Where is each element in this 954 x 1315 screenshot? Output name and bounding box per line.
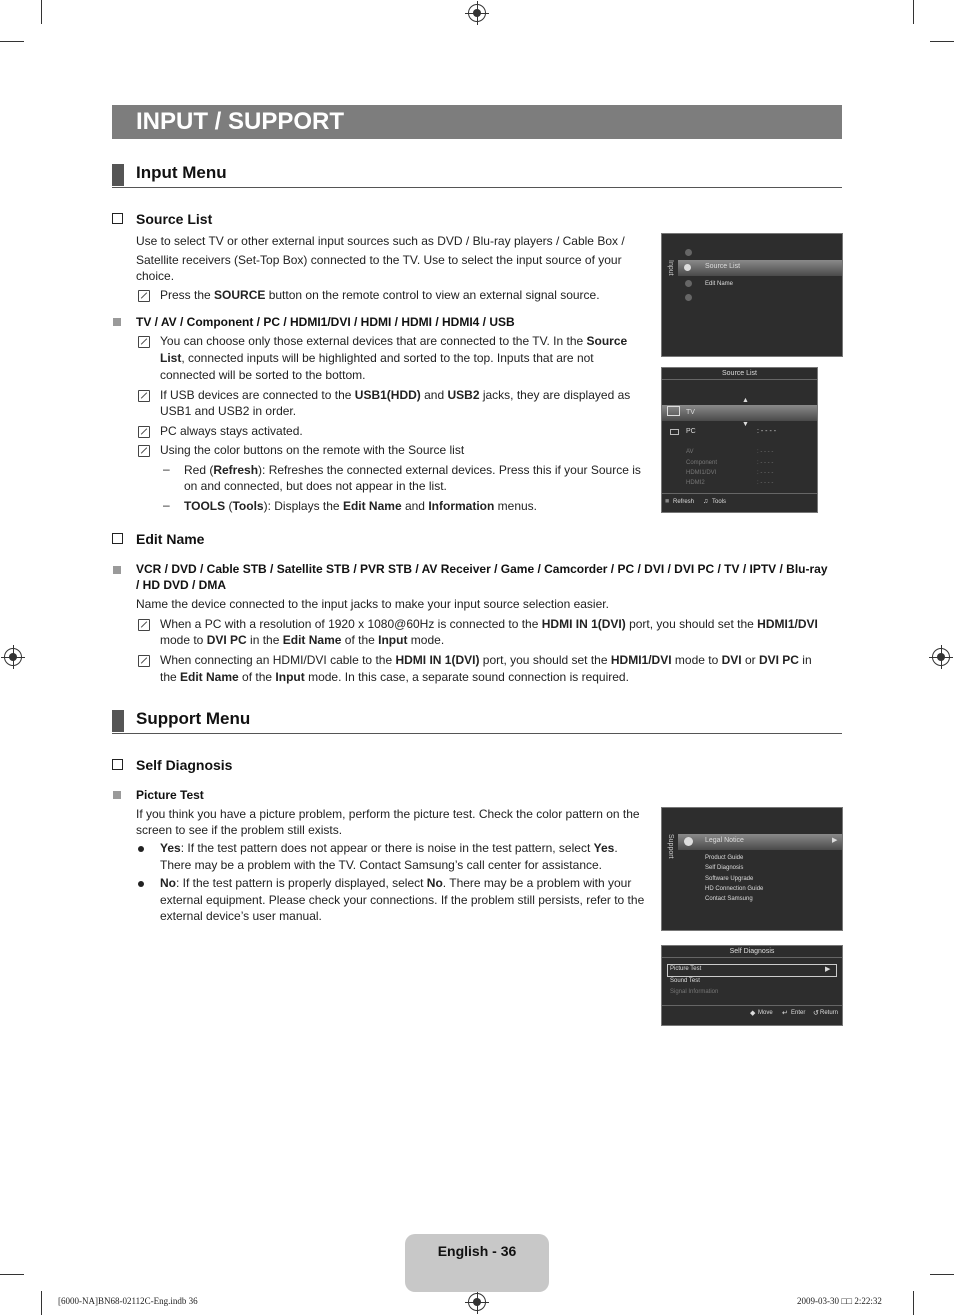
note-icon: [138, 445, 150, 457]
menu-icon: [685, 294, 692, 301]
checkbox-icon: [112, 759, 123, 770]
source-row-name: HDMI1/DVI: [686, 470, 717, 476]
source-row-value: : - - - -: [757, 480, 774, 486]
return-icon: ↺: [813, 1010, 819, 1017]
subheading-edit-name: Edit Name: [112, 531, 204, 547]
bullet-square-icon: [113, 791, 121, 799]
file-info: [6000-NA]BN68-02112C-Eng.indb 36: [58, 1296, 198, 1306]
page-title: INPUT / SUPPORT: [136, 108, 345, 135]
menu-item: Signal Information: [670, 989, 719, 995]
subheading-source-list: Source List: [112, 211, 212, 227]
note-icon: [138, 290, 150, 302]
print-date: 2009-03-30 □□ 2:22:32: [797, 1296, 882, 1306]
dash-text: Red (Refresh): Refreshes the connected external devices. Press this if your Source is: [184, 463, 641, 477]
dash-bullet: –: [163, 498, 170, 512]
crop-mark: [0, 1274, 24, 1275]
footer-divider: [662, 493, 817, 494]
bullet-text: No: If the test pattern is properly displayed, select No. There may be a problem with your: [160, 876, 632, 890]
page-number-box: [405, 1234, 549, 1292]
menu-item: Software Upgrade: [705, 876, 754, 882]
crop-mark: [913, 1291, 914, 1315]
note-text: If USB devices are connected to the USB1(HDD) and USB2 jacks, they are displayed as: [160, 388, 631, 402]
source-row-value: : - - - -: [757, 428, 777, 435]
section-heading-input-menu: [112, 163, 842, 188]
menu-item: Sound Test: [670, 978, 700, 984]
bullet-text: There may be a problem with the TV. Contact Samsung’s call center for assistance.: [160, 858, 602, 872]
screenshot-source-list: [661, 367, 818, 513]
menu-item: Picture Test: [670, 966, 702, 972]
menu-side-label: Input: [667, 260, 674, 276]
paragraph: screen to see if the problem still exists.: [136, 823, 343, 837]
menu-item: Legal Notice: [705, 837, 744, 844]
heading-bar: [112, 710, 124, 732]
section-title: Support Menu: [136, 709, 251, 728]
bullet-square-icon: [113, 318, 121, 326]
screenshot-input-menu: [661, 233, 843, 357]
pc-icon: [670, 429, 679, 435]
paragraph: choice.: [136, 269, 175, 283]
return-label: Return: [820, 1010, 839, 1016]
source-row-name: TV: [686, 409, 695, 416]
section-heading-support-menu: [112, 709, 842, 734]
note-icon: [138, 336, 150, 348]
crop-mark: [41, 0, 42, 24]
registration-mark-icon: [4, 648, 22, 666]
enter-icon: ↵: [782, 1010, 788, 1017]
enter-label: Enter: [791, 1010, 806, 1016]
checkbox-icon: [112, 533, 123, 544]
tools-label: Tools: [712, 499, 727, 505]
note-icon: [138, 426, 150, 438]
tools-icon: ♫: [703, 498, 709, 505]
note-icon: [138, 619, 150, 631]
note-text: mode to DVI PC in the Edit Name of the Input mode.: [160, 633, 445, 647]
menu-item: Self Diagnosis: [705, 865, 744, 871]
menu-item: HD Connection Guide: [705, 886, 764, 892]
screenshot-self-diagnosis: [661, 945, 843, 1026]
menu-icon: [685, 249, 692, 256]
crop-mark: [41, 1291, 42, 1315]
page-title-bar: [112, 105, 842, 139]
source-row-name: HDMI2: [686, 480, 705, 486]
help-icon: [684, 837, 693, 846]
menu-item-edit-name: Edit Name: [705, 281, 734, 287]
refresh-label: Refresh: [673, 499, 695, 505]
note-text: Press the SOURCE button on the remote control to view an external signal source.: [160, 288, 600, 302]
highlight-bar: [678, 834, 842, 850]
menu-side-label: Support: [667, 834, 674, 859]
heading-bar: [112, 164, 124, 186]
screen-header: Self Diagnosis: [662, 946, 842, 958]
note-text: When connecting an HDMI/DVI cable to the HDMI IN 1(DVI) port, you should set the HDMI1/DVI mode to DVI or DVI PC in: [160, 653, 812, 667]
note-icon: [138, 390, 150, 402]
paragraph: If you think you have a picture problem, perform the picture test. Check the color pattern on the: [136, 807, 640, 821]
screenshot-support-menu: [661, 807, 843, 931]
source-row-name: PC: [686, 428, 696, 435]
source-row-value: : - - - -: [757, 449, 774, 455]
devices-heading: / HD DVD / DMA: [136, 578, 226, 592]
menu-item-source-list: Source List: [705, 263, 741, 270]
picture-test-heading: Picture Test: [136, 788, 204, 802]
paragraph: Use to select TV or other external input sources such as DVD / Blu-ray players / Cable Box /: [136, 234, 625, 248]
note-text: USB1 and USB2 in order.: [160, 404, 297, 418]
red-button-icon: ■: [665, 498, 670, 505]
registration-mark-icon: [932, 648, 950, 666]
devices-heading: VCR / DVD / Cable STB / Satellite STB / PVR STB / AV Receiver / Game / Camcorder / PC / DVI / DVI PC / TV / IPTV / Blu-ray: [136, 562, 828, 576]
input-icon: [684, 264, 691, 271]
bullet-text: external device’s user manual.: [160, 909, 322, 923]
registration-mark-icon: [468, 4, 486, 22]
arrow-right-icon: ▶: [825, 966, 831, 973]
dash-bullet: –: [163, 462, 170, 476]
bullet-text: Yes: If the test pattern does not appear or there is noise in the test pattern, select Yes.: [160, 841, 618, 855]
bullet-square-icon: [113, 566, 121, 574]
note-text: the Edit Name of the Input mode. In this case, a separate sound connection is required.: [160, 670, 629, 684]
note-text: connected will be sorted to the bottom.: [160, 368, 366, 382]
move-label: Move: [758, 1010, 773, 1016]
source-row-value: : - - - -: [757, 470, 774, 476]
bullet-dot-icon: [138, 881, 144, 887]
subheading-self-diagnosis: Self Diagnosis: [112, 757, 232, 773]
section-title: Input Menu: [136, 163, 227, 182]
note-text: When a PC with a resolution of 1920 x 1080@60Hz is connected to the HDMI IN 1(DVI) port, you should set the HDMI1/DVI: [160, 617, 818, 631]
menu-icon: [685, 280, 692, 287]
source-row-value: : - - - -: [757, 460, 774, 466]
note-text: Using the color buttons on the remote with the Source list: [160, 443, 465, 457]
footer-divider: [662, 1005, 842, 1006]
crop-mark: [930, 1274, 954, 1275]
note-icon: [138, 655, 150, 667]
paragraph: Name the device connected to the input jacks to make your input source selection easier.: [136, 597, 609, 611]
move-icon: ◆: [750, 1010, 756, 1017]
bullet-dot-icon: [138, 846, 144, 852]
note-text: List, connected inputs will be highlighted and sorted to the top. Inputs that are not: [160, 351, 594, 365]
crop-mark: [930, 41, 954, 42]
page-number: English - 36: [437, 1243, 517, 1259]
source-row-name: Component: [686, 460, 718, 466]
sources-heading: TV / AV / Component / PC / HDMI1/DVI / HDMI / HDMI / HDMI4 / USB: [136, 315, 515, 329]
scroll-down-icon: ▼: [742, 421, 749, 428]
menu-item: Contact Samsung: [705, 896, 753, 902]
highlight-bar: [678, 260, 842, 276]
dash-text: on and connected, but does not appear in the list.: [184, 479, 447, 493]
bullet-text: external equipment. Please check your connections. If the problem still persists, refer to the: [160, 893, 645, 907]
crop-mark: [913, 0, 914, 24]
note-text: PC always stays activated.: [160, 424, 303, 438]
arrow-right-icon: ▶: [832, 837, 838, 844]
tv-icon: [667, 406, 680, 416]
scroll-up-icon: ▲: [742, 397, 749, 404]
note-text: You can choose only those external devices that are connected to the TV. In the Source: [160, 334, 628, 348]
menu-item: Product Guide: [705, 855, 744, 861]
source-row-name: AV: [686, 449, 694, 455]
checkbox-icon: [112, 213, 123, 224]
registration-mark-icon: [468, 1293, 486, 1311]
screen-header: Source List: [662, 368, 817, 380]
crop-mark: [0, 41, 24, 42]
paragraph: Satellite receivers (Set-Top Box) connected to the TV. Use to select the input source of your: [136, 253, 622, 267]
dash-text: TOOLS (Tools): Displays the Edit Name and Information menus.: [184, 499, 538, 513]
